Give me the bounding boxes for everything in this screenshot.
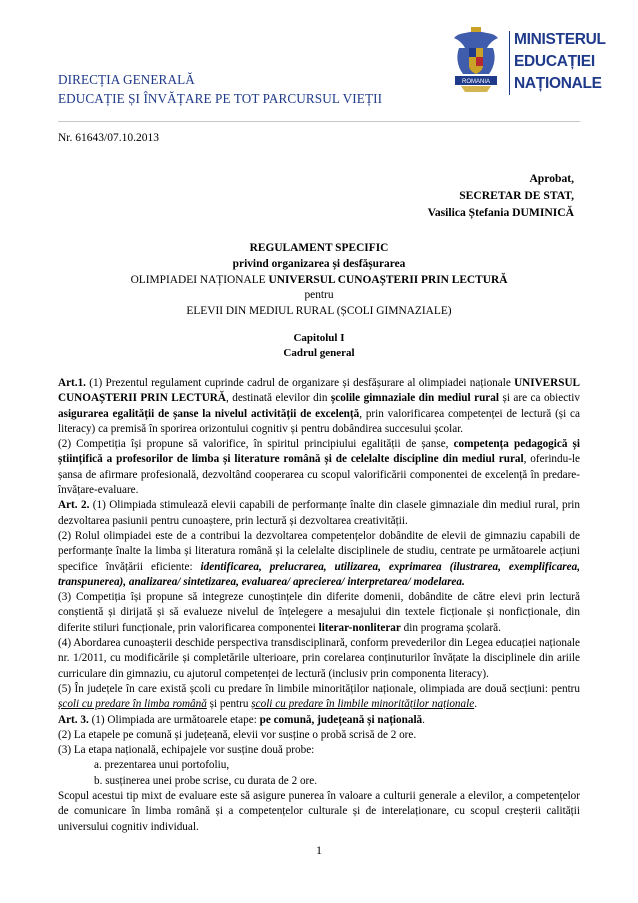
article-3-paragraph-3: (3) La etapa națională, echipajele vor susține două probe:	[58, 744, 315, 757]
article-1-paragraph-1	[58, 376, 580, 437]
header-divider	[509, 31, 510, 95]
text-run: (1) Prezentul regulament cuprinde cadrul de organizare și desfășurare al olimpiadei naționale	[85, 377, 515, 389]
text-run: .	[422, 713, 425, 726]
crest-banner-text: ROMANIA	[461, 79, 491, 85]
text-run: , oferindu-le șansa de afirmare profesională, dezvoltând cooperarea cu scopul valorificării componentei de excelență în predare-învățare-evaluare.	[58, 453, 581, 497]
article-label: Art. 2.	[58, 499, 90, 512]
document-body	[58, 376, 580, 835]
section-name: școli cu predare în limbile minorităților naționale	[251, 698, 475, 711]
document-title-block	[58, 241, 580, 320]
section-name: școli cu predare în limba română	[58, 698, 207, 711]
ministry-line-2: EDUCAȚIEI	[514, 53, 595, 70]
article-label: Art.1.	[58, 377, 86, 389]
header-rule	[58, 121, 580, 122]
article-3-paragraph-4: Scopul acestui tip mixt de evaluare este să asigure punerea în valoare a culturii generale a elevilor, a competențelor de comunicare în limba română și a competențelor culturale și de interelaționare, cu scopul creșterii calității universului cognitiv individual.	[58, 790, 580, 833]
article-label: Art. 3.	[58, 713, 89, 726]
reference-number: Nr. 61643/07.10.2013	[58, 132, 159, 144]
page-number: 1	[316, 843, 322, 857]
chapter-title: Cadrul general	[283, 347, 355, 359]
title-line-4: pentru	[304, 289, 334, 302]
article-3-item-a: a. prezentarea unui portofoliu,	[94, 759, 230, 772]
approval-line-1: Aprobat,	[529, 172, 574, 185]
directorate-line-2: EDUCAȚIE ȘI ÎNVĂȚARE PE TOT PARCURSUL VIEȚII	[58, 91, 383, 106]
title-line-1: REGULAMENT SPECIFIC	[249, 242, 389, 254]
olympiad-name: UNIVERSUL CUNOAȘTERII PRIN LECTURĂ	[58, 377, 580, 405]
article-3-item-b: b. susținerea unei probe scrise, cu durata de 2 ore.	[94, 774, 318, 787]
emphasis-text: identificarea, prelucrarea, utilizarea, exprimarea (ilustrarea, exemplificarea, transpunerea), analizarea/ sintetizarea, evaluarea/ aprecierea/ interpretarea/ modelarea.	[58, 560, 580, 588]
article-3-paragraph-2: (2) La etapele pe comună și județeană, elevii vor susține o probă scrisă de 2 ore.	[58, 728, 417, 741]
text-run: și pentru	[206, 698, 252, 711]
article-2-paragraph-2	[58, 529, 580, 590]
ministry-line-1: MINISTERUL	[514, 31, 606, 48]
title-line-3a: OLIMPIADEI NAȚIONALE	[130, 273, 269, 286]
emphasis-text: asigurarea egalității de șanse la nivelul activității de excelență	[58, 407, 360, 420]
article-2-paragraph-4: (4) Abordarea cunoașterii deschide perspectiva transdisciplinară, conform prevederilor din Legea educației naționale nr. 1/2011, cu modificările și completările ulterioare, prin corelarea conținuturilor învățate la disciplinele din ariile curriculare din gimnaziu, cu ajutorul competenței de lectură (inclusiv prin componenta literacy).	[58, 637, 580, 680]
text-run: (2) Rolul olimpiadei este de a contribui la dezvoltarea competențelor dobândite de elevii de gimnaziu capabili de performanțe înalte la limba și literatura română și la celelalte disciplinele de studiu, centrate pe următoarele acțiuni specifice învățării eficiente:	[58, 529, 580, 573]
directorate-line-1: DIRECȚIA GENERALĂ	[58, 72, 195, 87]
approval-line-2: SECRETAR DE STAT,	[459, 189, 574, 202]
ministry-line-3: NAȚIONALE	[514, 75, 602, 92]
text-run: din programa școlară.	[400, 621, 501, 634]
ministry-logo-text	[514, 29, 626, 95]
text-run: , destinată elevilor din	[225, 392, 331, 405]
title-line-2: privind organizarea și desfășurarea	[232, 257, 406, 270]
article-3-paragraph-1	[58, 713, 580, 728]
article-1-paragraph-2	[58, 437, 580, 498]
article-2-paragraph-3	[58, 590, 580, 636]
title-line-5: ELEVII DIN MEDIUL RURAL (ȘCOLI GIMNAZIALE)	[186, 305, 452, 318]
emphasis-text: competența pedagogică și științifică a profesorilor de limba și literature română și de celelalte discipline din mediul rural	[58, 438, 580, 466]
text-run: (1) Olimpiada are următoarele etape:	[88, 713, 260, 726]
text-run: și are ca obiectiv	[498, 392, 580, 405]
title-line-3	[58, 273, 580, 289]
text-run: , prin valorificarea competenței de lectură (și ca literacy) ca premisă în sporirea orizontului cognitiv și pentru dobândirea succesului școlar.	[58, 407, 580, 435]
approval-block	[428, 170, 574, 221]
text-run: (1) Olimpiada stimulează elevii capabili de performanțe înalte din clasele gimnaziale din mediul rural, prin dezvoltarea pasiunii pentru cunoaștere, prin lectură și dezvoltarea creativității.	[58, 499, 581, 527]
chapter-number: Capitolul I	[293, 332, 345, 344]
article-2-paragraph-5	[58, 682, 580, 713]
text-run: (5) În județele în care există școli cu predare în limbile minorităților naționale, olimpiada are două secțiuni: pentru	[58, 682, 580, 695]
emphasis-text: școlile gimnaziale din mediul rural	[330, 392, 499, 405]
emphasis-text: literar-nonliterar	[318, 621, 401, 634]
text-run: .	[474, 698, 477, 711]
romania-coat-of-arms-icon	[447, 26, 505, 96]
article-2-paragraph-1	[58, 498, 580, 529]
text-run: (3) Competiția își propune să integreze cunoștințele din diferite domenii, dobândite de către elevi prin lectură conștientă și dirijată și să evalueze nivelul de înțelegere a mesajului din textele ficționale și nonficționale, din diferite stiluri funcționale, prin valorificarea componentei	[58, 591, 580, 634]
approval-signatory: Vasilica Ștefania DUMINICĂ	[427, 206, 574, 219]
emphasis-text: pe comună, județeană și națională	[259, 713, 423, 726]
text-run: (2) Competiția își propune să valorifice, în spiritul principiului egalității de șanse,	[58, 438, 454, 451]
directorate-heading	[58, 70, 478, 108]
title-line-3b: UNIVERSUL CUNOAȘTERII PRIN LECTURĂ	[268, 273, 508, 286]
chapter-heading	[58, 331, 580, 361]
